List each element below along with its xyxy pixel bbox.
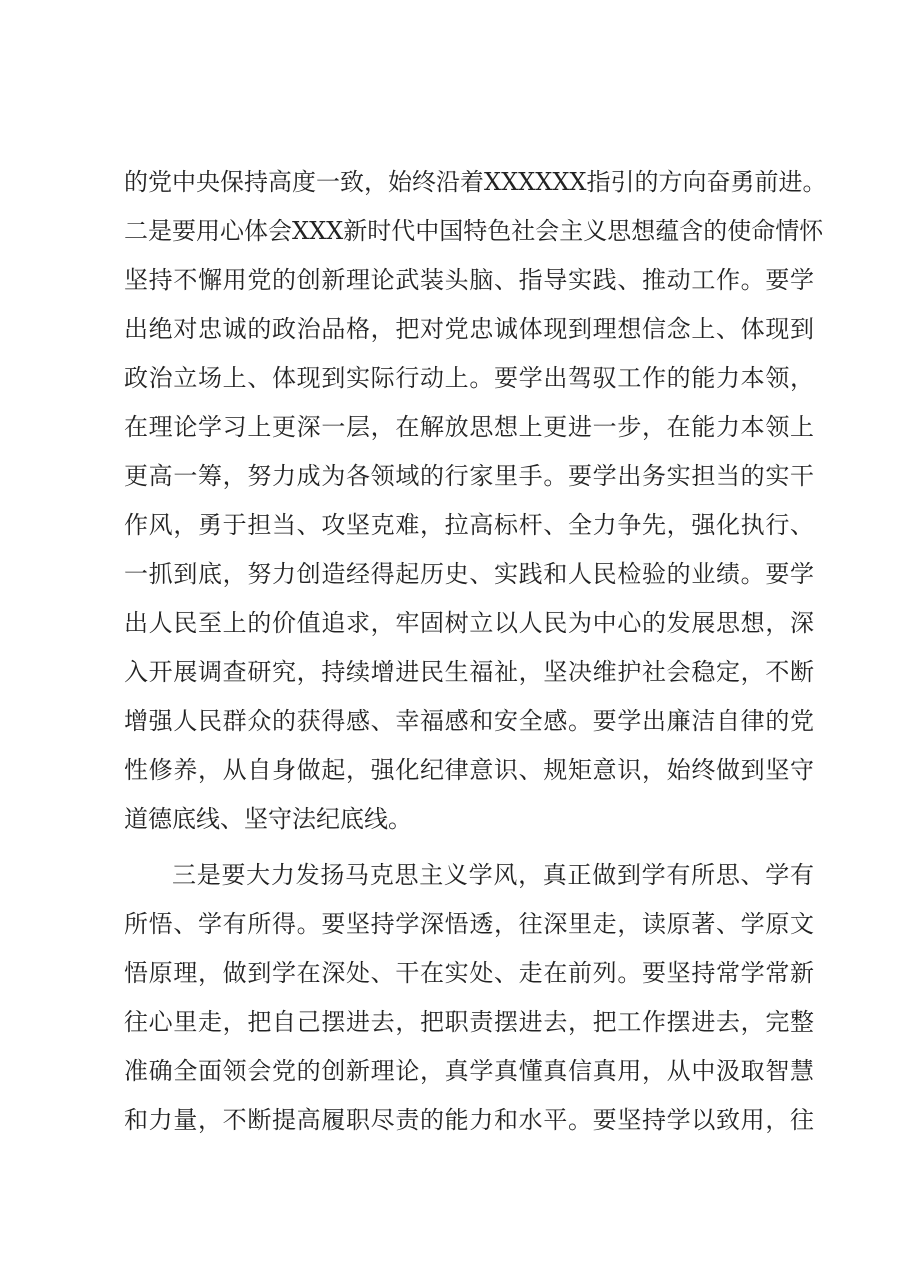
text-line: 在理论学习上更深一层，在解放思想上更进一步，在能力本领上 [124, 413, 814, 441]
paragraph-gap [124, 844, 814, 851]
text-line: 和力量，不断提高履职尽责的能力和水平。要坚持学以致用，往 [124, 1106, 814, 1134]
text-line: 二是要用心体会XXX新时代中国特色社会主义思想蕴含的使命情怀 [124, 217, 824, 245]
text-line: 准确全面领会党的创新理论，真学真懂真信真用，从中汲取智慧 [124, 1057, 814, 1085]
text-line: 坚持不懈用党的创新理论武装头脑、指导实践、推动工作。要学 [124, 266, 814, 294]
text-line: 一抓到底，努力创造经得起历史、实践和人民检验的业绩。要学 [124, 560, 814, 588]
text-line: 更高一筹，努力成为各领域的行家里手。要学出务实担当的实干 [124, 462, 814, 490]
text-line: 出人民至上的价值追求，牢固树立以人民为中心的发展思想，深 [124, 609, 814, 637]
text-line: 增强人民群众的获得感、幸福感和安全感。要学出廉洁自律的党 [124, 707, 814, 735]
text-line: 出绝对忠诚的政治品格，把对党忠诚体现到理想信念上、体现到 [124, 315, 814, 343]
text-line: 入开展调查研究，持续增进民生福祉，坚决维护社会稳定，不断 [124, 658, 814, 686]
text-line: 作风，勇于担当、攻坚克难，拉高标杆、全力争先，强化执行、 [124, 511, 814, 539]
text-line: 的党中央保持高度一致，始终沿着XXXXXX指引的方向奋勇前进。 [124, 168, 827, 196]
body-text [124, 158, 827, 1145]
text-line: 悟原理，做到学在深处、干在实处、走在前列。要坚持常学常新 [124, 959, 814, 987]
text-line: 所悟、学有所得。要坚持学深悟透，往深里走，读原著、学原文 [124, 910, 814, 938]
text-line: 道德底线、坚守法纪底线。 [124, 805, 412, 833]
text-line: 性修养，从自身做起，强化纪律意识、规矩意识，始终做到坚守 [124, 756, 814, 784]
text-line: 往心里走，把自己摆进去，把职责摆进去，把工作摆进去，完整 [124, 1008, 814, 1036]
text-line: 政治立场上、体现到实际行动上。要学出驾驭工作的能力本领， [124, 364, 814, 392]
text-line: 三是要大力发扬马克思主义学风，真正做到学有所思、学有 [172, 861, 814, 889]
